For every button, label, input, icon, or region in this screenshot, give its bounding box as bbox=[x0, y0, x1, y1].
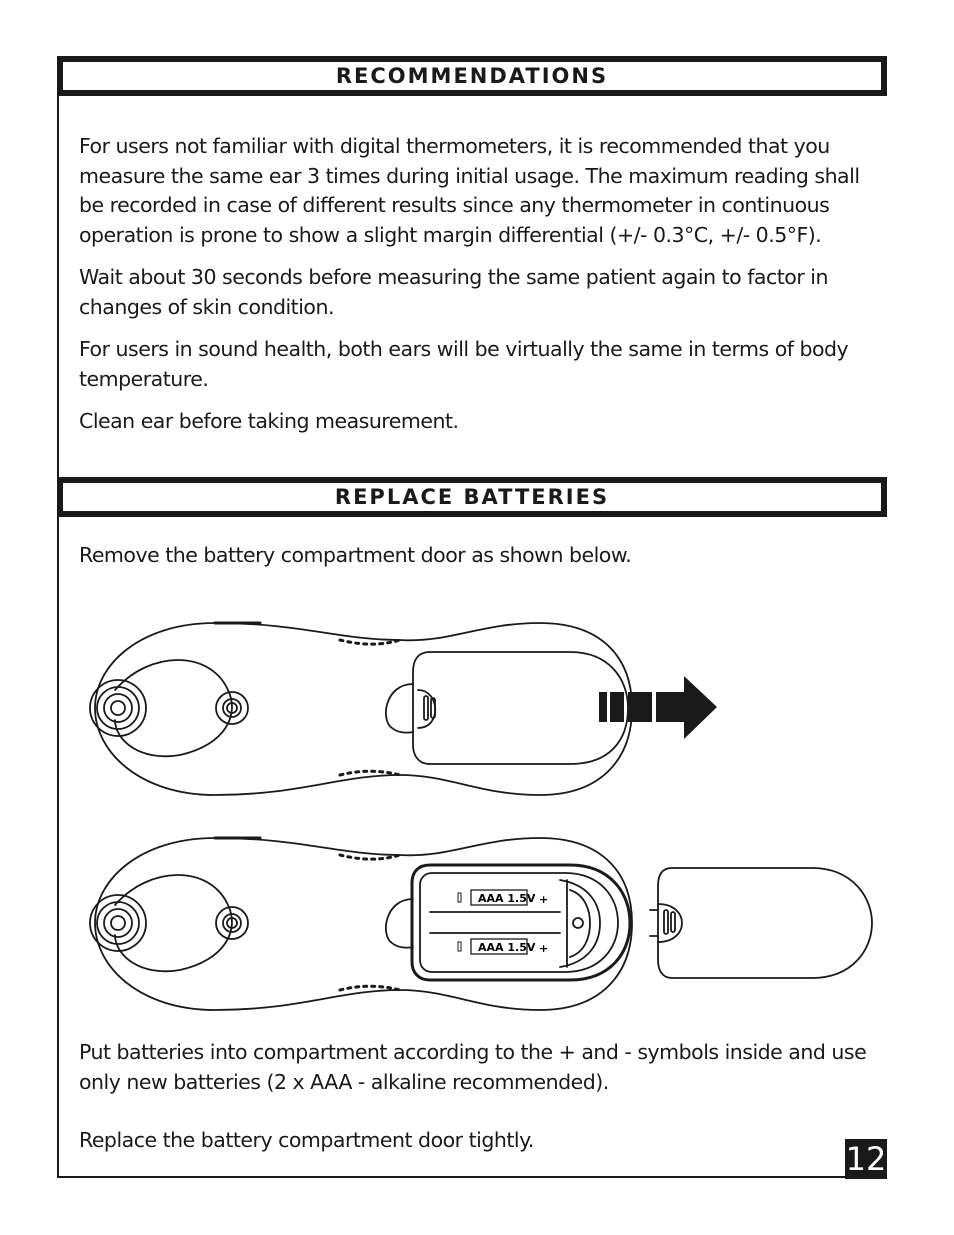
recommendation-paragraph-4: Clean ear before taking measurement. bbox=[79, 409, 459, 433]
recommendations-title: RECOMMENDATIONS bbox=[335, 64, 609, 88]
replace-batteries-title: REPLACE BATTERIES bbox=[334, 485, 610, 509]
battery-2-plus-symbol: + bbox=[539, 942, 549, 955]
removed-battery-door bbox=[650, 868, 872, 978]
page-number: 12 bbox=[845, 1140, 887, 1178]
removal-arrow-icon bbox=[599, 676, 717, 739]
battery-instruction-2: Replace the battery compartment door tightly. bbox=[79, 1128, 534, 1152]
battery-1-plus-symbol: + bbox=[539, 893, 549, 906]
battery-intro-text: Remove the battery compartment door as shown below. bbox=[79, 543, 632, 567]
battery-1 bbox=[458, 890, 548, 906]
recommendation-paragraph-3: For users in sound health, both ears will be virtually the same in terms of body temperature. bbox=[79, 337, 849, 391]
recommendation-paragraph-1: For users not familiar with digital thermometers, it is recommended that you measure the same ear 3 times during initial usage. The maximum reading shall be recorded in case of different results since any thermometer in continuous operation is prone to show a slight margin differential (+/- 0.3°C, +/- 0.5°F). bbox=[79, 134, 860, 247]
battery-2 bbox=[458, 939, 548, 955]
thermometer-open-illustration bbox=[90, 838, 632, 1010]
battery-label-1: AAA 1.5V bbox=[478, 892, 536, 905]
recommendation-paragraph-2: Wait about 30 seconds before measuring the same patient again to factor in changes of skin condition. bbox=[79, 265, 828, 319]
battery-label-2: AAA 1.5V bbox=[478, 941, 536, 954]
battery-instruction-1: Put batteries into compartment according to the + and - symbols inside and use only new batteries (2 x AAA - alkaline recommended). bbox=[79, 1040, 867, 1094]
thermometer-closed-illustration bbox=[90, 623, 632, 795]
